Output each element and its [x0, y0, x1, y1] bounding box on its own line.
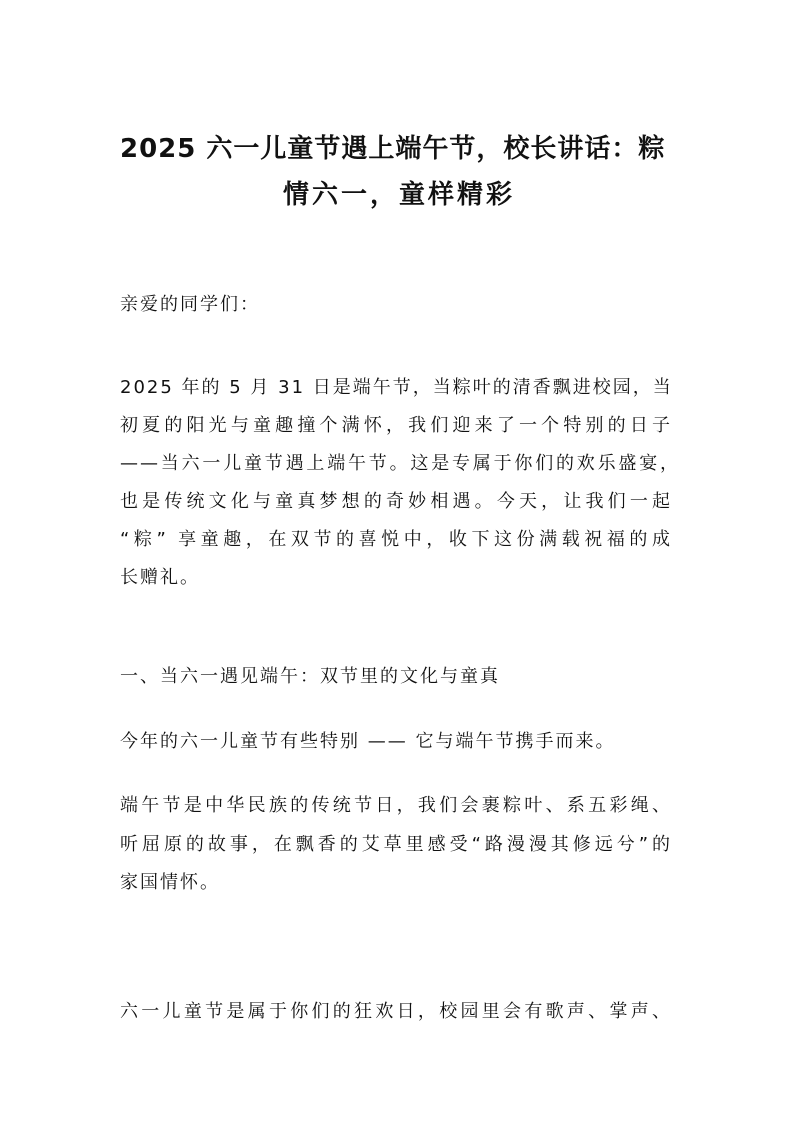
- document-title-line-2: 情六一，童样精彩: [283, 180, 516, 210]
- paragraph-line: 也是传统文化与童真梦想的奇妙相遇。今天，让我们一起: [120, 491, 672, 512]
- section-heading: 一、当六一遇见端午：双节里的文化与童真: [120, 666, 500, 687]
- paragraph: 今年的六一儿童节有些特别 —— 它与端午节携手而来。: [120, 731, 616, 752]
- paragraph-line: 长赠礼。: [120, 567, 200, 588]
- paragraph-line: 端午节是中华民族的传统节日，我们会裹粽叶、系五彩绳、: [120, 795, 672, 816]
- greeting: 亲爱的同学们：: [120, 294, 260, 315]
- document-title-line-1: 2025 六一儿童节遇上端午节，校长讲话：粽: [120, 134, 666, 164]
- paragraph-line: 六一儿童节是属于你们的狂欢日，校园里会有歌声、掌声、: [120, 1001, 672, 1022]
- paragraph-line: 2025 年的 5 月 31 日是端午节，当粽叶的清香飘进校园，当: [120, 377, 673, 398]
- paragraph-line: ——当六一儿童节遇上端午节。这是专属于你们的欢乐盛宴，: [120, 453, 680, 474]
- paragraph-line: “粽” 享童趣，在双节的喜悦中，收下这份满载祝福的成: [120, 529, 672, 550]
- paragraph-line: 听屈原的故事，在飘香的艾草里感受“路漫漫其修远兮”的: [120, 834, 672, 855]
- paragraph-line: 家国情怀。: [120, 872, 220, 893]
- paragraph-line: 初夏的阳光与童趣撞个满怀，我们迎来了一个特别的日子: [120, 415, 672, 436]
